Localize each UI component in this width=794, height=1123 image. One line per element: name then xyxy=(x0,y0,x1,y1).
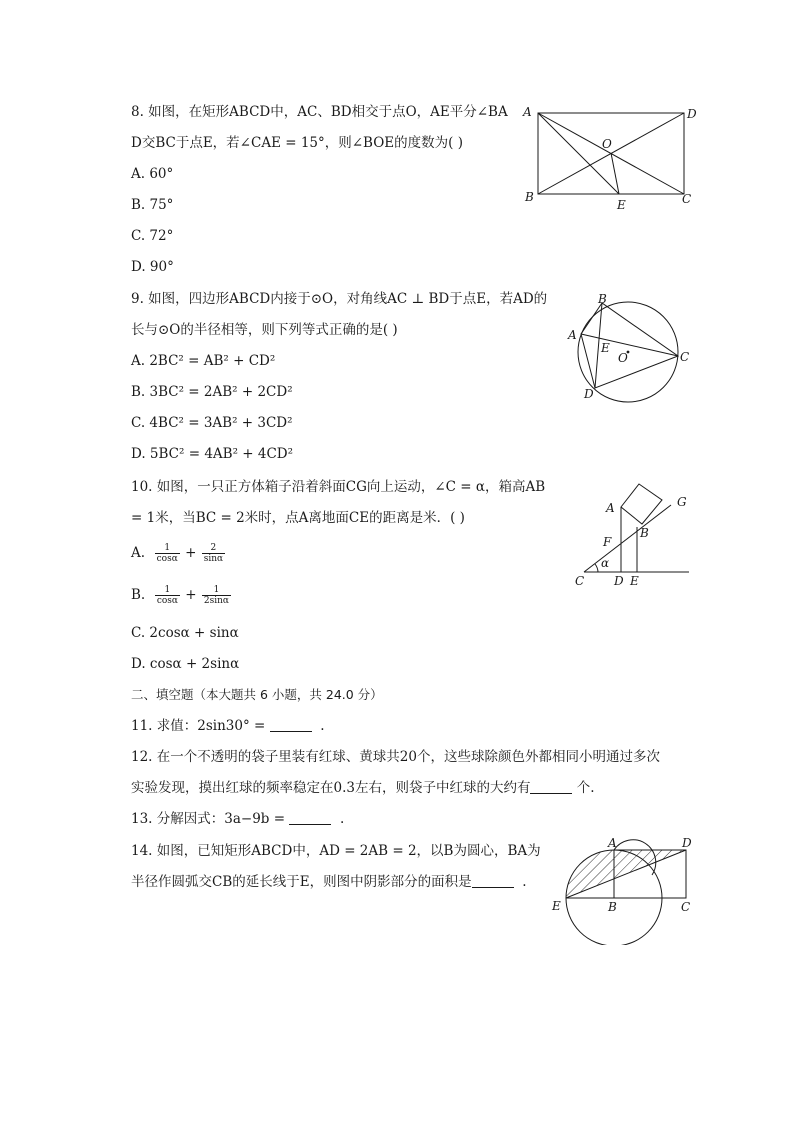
q10-option-a-label: A. xyxy=(131,545,146,561)
q8-option-b[interactable]: B. 75° xyxy=(131,197,174,213)
q10-option-b-fraction1: $\frac{1}{\cos\alpha}$ xyxy=(156,585,178,606)
q8-option-a[interactable]: A. 60° xyxy=(131,166,174,182)
q10-option-b-label: B. xyxy=(131,587,146,603)
q10-option-b-plus: + xyxy=(185,587,197,603)
q10-line2: = 1米，当BC = 2米时，点A离地面CE的距离是米．( ) xyxy=(131,510,465,526)
q8-option-d[interactable]: D. 90° xyxy=(131,259,174,275)
q11-end: . xyxy=(320,718,325,734)
q10-line1: 10. 如图，一只正方体箱子沿着斜面CG向上运动，∠C = α，箱高AB xyxy=(131,479,546,495)
q13-text: 13. 分解因式：3a−9b = xyxy=(131,811,290,827)
q14-answer-blank[interactable] xyxy=(472,875,514,888)
q10-angle-arc xyxy=(595,564,598,572)
q10-option-a-plus: + xyxy=(185,545,197,561)
q11-text: 11. 求值：2sin30° = xyxy=(131,718,270,734)
q12-line1: 12. 在一个不透明的袋子里装有红球、黄球共20个，这些球除颜色外都相同小明通过多次 xyxy=(131,749,660,765)
q14-label-e: E xyxy=(552,899,561,913)
q10-label-d: D xyxy=(614,574,624,588)
q8-bisector-ae xyxy=(538,113,619,194)
q9-label-a: A xyxy=(568,328,577,342)
q8-line1: 8. 如图，在矩形ABCD中，AC、BD相交于点O，AE平分∠BA xyxy=(131,104,508,120)
q10-option-b[interactable] xyxy=(131,583,232,607)
q9-option-a[interactable]: A. 2BC² = AB² + CD² xyxy=(131,353,276,369)
q10-label-f: F xyxy=(603,535,612,549)
q12-end: 个. xyxy=(576,780,595,796)
q10-option-d[interactable]: D. cosα + 2sinα xyxy=(131,656,240,672)
q8-option-c[interactable]: C. 72° xyxy=(131,228,174,244)
q8-label-e: E xyxy=(617,198,626,212)
q10-label-a: A xyxy=(606,501,615,515)
q10-option-a-fraction2: $\frac{2}{\sin\alpha}$ xyxy=(203,543,224,564)
q14-line1: 14. 如图，已知矩形ABCD中，AD = 2AB = 2，以B为圆心，BA为 xyxy=(131,843,541,859)
q9-option-b[interactable]: B. 3BC² = 2AB² + 2CD² xyxy=(131,384,293,400)
q12-line2 xyxy=(131,779,595,797)
q9-option-c[interactable]: C. 4BC² = 3AB² + 3CD² xyxy=(131,415,293,431)
q14-text: 半径作圆弧交CB的延长线于E，则图中阴影部分的面积是 xyxy=(131,874,472,890)
q13-answer-blank[interactable] xyxy=(289,812,331,825)
q10-label-b: B xyxy=(640,526,649,540)
q9-option-d[interactable]: D. 5BC² = 4AB² + 4CD² xyxy=(131,446,294,462)
q14-end: . xyxy=(522,874,527,890)
q10-label-e: E xyxy=(630,574,639,588)
q9-label-b: B xyxy=(598,292,607,306)
q9-diagonal-ac xyxy=(581,334,678,356)
q9-label-e: E xyxy=(601,341,610,355)
q10-slope-cg xyxy=(584,505,671,572)
q8-label-a: A xyxy=(523,105,532,119)
q9-line1: 9. 如图，四边形ABCD内接于⊙O，对角线AC ⊥ BD于点E，若AD的 xyxy=(131,291,548,307)
q8-label-d: D xyxy=(687,107,697,121)
section-heading: 二、填空题（本大题共 6 小题，共 24.0 分） xyxy=(131,687,383,702)
q10-option-a-fraction1: $\frac{1}{\cos\alpha}$ xyxy=(156,543,178,564)
q8-label-c: C xyxy=(682,192,692,206)
q14-label-d: D xyxy=(682,836,692,850)
q12-answer-blank[interactable] xyxy=(530,781,572,794)
q9-label-c: C xyxy=(680,350,690,364)
q9-label-d: D xyxy=(584,387,594,401)
q14-label-a: A xyxy=(608,836,617,850)
q10-label-g: G xyxy=(677,495,687,509)
q10-option-c[interactable]: C. 2cosα + sinα xyxy=(131,625,239,641)
q13 xyxy=(131,810,344,828)
q9-line2: 长与⊙O的半径相等，则下列等式正确的是( ) xyxy=(131,322,398,338)
q13-end: . xyxy=(339,811,345,827)
q12-text: 实验发现，摸出红球的频率稳定在0.3左右，则袋子中红球的大约有 xyxy=(131,780,531,796)
q10-label-c: C xyxy=(575,574,585,588)
q9-label-o: O xyxy=(618,351,628,365)
q8-figure xyxy=(520,100,700,215)
q8-label-b: B xyxy=(525,190,534,204)
q11 xyxy=(131,717,325,735)
q10-option-a[interactable] xyxy=(131,541,226,565)
q9-figure xyxy=(560,290,700,405)
q14-label-b: B xyxy=(608,900,617,914)
q8-line2: D交BC于点E，若∠CAE = 15°，则∠BOE的度数为( ) xyxy=(131,135,463,151)
q10-figure xyxy=(570,475,700,595)
q10-label-alpha: α xyxy=(601,556,610,570)
q11-answer-blank[interactable] xyxy=(270,719,312,732)
q14-line2 xyxy=(131,873,527,891)
q10-box xyxy=(621,484,662,524)
q14-figure xyxy=(548,835,698,945)
q8-label-o: O xyxy=(602,137,612,151)
q10-option-b-fraction2: $\frac{1}{2\sin\alpha}$ xyxy=(203,585,229,606)
q14-label-c: C xyxy=(681,900,691,914)
